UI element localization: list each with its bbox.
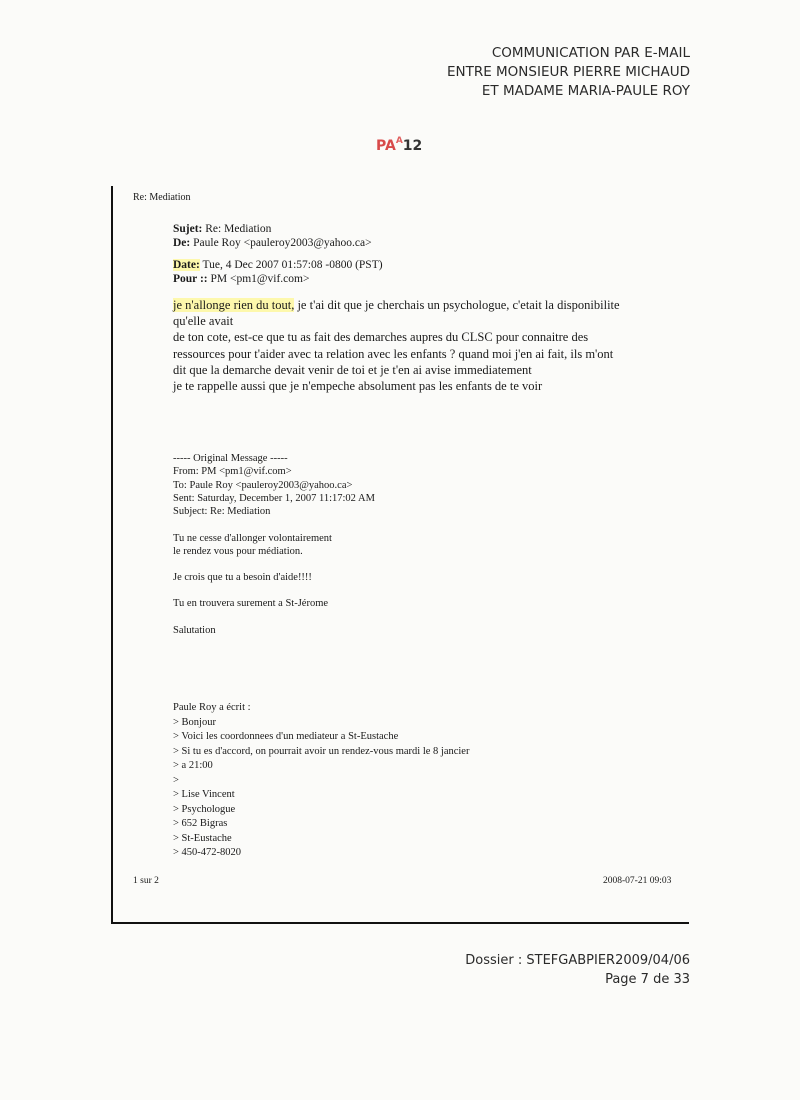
print-datetime: 2008-07-21 09:03 xyxy=(603,876,672,886)
original-paragraph-4: Salutation xyxy=(173,625,216,636)
original-subject: Subject: Re: Mediation xyxy=(173,506,271,518)
original-message-headers xyxy=(173,452,375,518)
header-line-3: ET MADAME MARIA-PAULE ROY xyxy=(481,83,690,99)
email-date-row xyxy=(173,258,383,272)
date-label: Date: xyxy=(173,259,200,271)
quoted-line: > 450-472-8020 xyxy=(173,847,242,858)
body-line: ressources pour t'aider avec ta relation avec les enfants ? quand moi j'en ai fait, ils m'ont xyxy=(173,346,614,361)
page-counter: Page 7 de 33 xyxy=(605,972,690,987)
quoted-line: > Psychologue xyxy=(173,803,236,815)
exhibit-stamp xyxy=(376,136,422,154)
quoted-line: > a 21:00 xyxy=(173,760,213,771)
email-body xyxy=(173,297,643,394)
quoted-intro: Paule Roy a écrit : xyxy=(173,702,251,713)
header-line-1: COMMUNICATION PAR E-MAIL xyxy=(491,45,690,61)
quoted-message xyxy=(173,701,469,861)
original-paragraph-3: Tu en trouvera surement a St-Jérome xyxy=(173,598,329,609)
header-line-2: ENTRE MONSIEUR PIERRE MICHAUD xyxy=(446,64,690,80)
original-from: From: PM <pm1@vif.com> xyxy=(173,466,292,478)
body-line: de ton cote, est-ce que tu as fait des demarches aupres du CLSC pour connaitre des xyxy=(173,330,589,345)
original-paragraph-2: Je crois que tu a besoin d'aide!!!! xyxy=(173,572,312,583)
quoted-line: > St-Eustache xyxy=(173,832,232,844)
body-line-rest: je t'ai dit que je cherchais un psychologue, c'etait la disponibilite xyxy=(294,298,620,312)
original-paragraph-1 xyxy=(173,532,332,559)
quoted-line: > Si tu es d'accord, on pourrait avoir un rendez-vous mardi le 8 jancier xyxy=(173,745,470,757)
subject-value: Re: Mediation xyxy=(205,223,272,235)
stamp-superscript: A xyxy=(395,136,403,146)
page-frame-left-border xyxy=(111,186,113,924)
to-label: Pour :: xyxy=(173,273,208,285)
email-subject-row xyxy=(173,222,271,236)
from-label: De: xyxy=(173,237,191,249)
stamp-number: 12 xyxy=(402,138,423,154)
body-line: qu'elle avait xyxy=(173,314,234,329)
printout-subject: Re: Mediation xyxy=(133,192,191,203)
highlighted-phrase: je n'allonge rien du tout, xyxy=(173,298,295,312)
stamp-letter: A xyxy=(384,138,396,154)
body-line: je te rappelle aussi que je n'empeche absolument pas les enfants de te voir xyxy=(173,379,543,394)
page-frame-bottom-border xyxy=(111,922,689,924)
document-header xyxy=(447,44,690,101)
email-from-row xyxy=(173,236,372,250)
original-to: To: Paule Roy <pauleroy2003@yahoo.ca> xyxy=(173,479,353,491)
original-separator: ----- Original Message ----- xyxy=(173,453,288,464)
quoted-line: > Voici les coordonnees d'un mediateur a St-Eustache xyxy=(173,731,399,742)
document-footer xyxy=(465,951,690,989)
email-to-row xyxy=(173,272,309,286)
dossier-number: Dossier : STEFGABPIER2009/04/06 xyxy=(465,953,690,968)
quoted-line: > Lise Vincent xyxy=(173,789,235,800)
subject-label: Sujet: xyxy=(173,223,203,235)
body-line xyxy=(173,297,643,313)
to-value: PM <pm1@vif.com> xyxy=(210,273,310,285)
body-line: dit que la demarche devait venir de toi et je t'en ai avise immediatement xyxy=(173,362,532,377)
original-line: le rendez vous pour médiation. xyxy=(173,546,303,558)
quoted-line: > Bonjour xyxy=(173,716,216,728)
stamp-prefix: P xyxy=(376,138,385,154)
quoted-line: > xyxy=(173,774,179,786)
from-value: Paule Roy <pauleroy2003@yahoo.ca> xyxy=(193,237,372,249)
quoted-line: > 652 Bigras xyxy=(173,818,228,829)
original-line: Tu ne cesse d'allonger volontairement xyxy=(173,533,332,544)
print-page-number: 1 sur 2 xyxy=(133,876,159,886)
date-value: Tue, 4 Dec 2007 01:57:08 -0800 (PST) xyxy=(202,259,383,271)
original-sent: Sent: Saturday, December 1, 2007 11:17:02 AM xyxy=(173,492,375,504)
